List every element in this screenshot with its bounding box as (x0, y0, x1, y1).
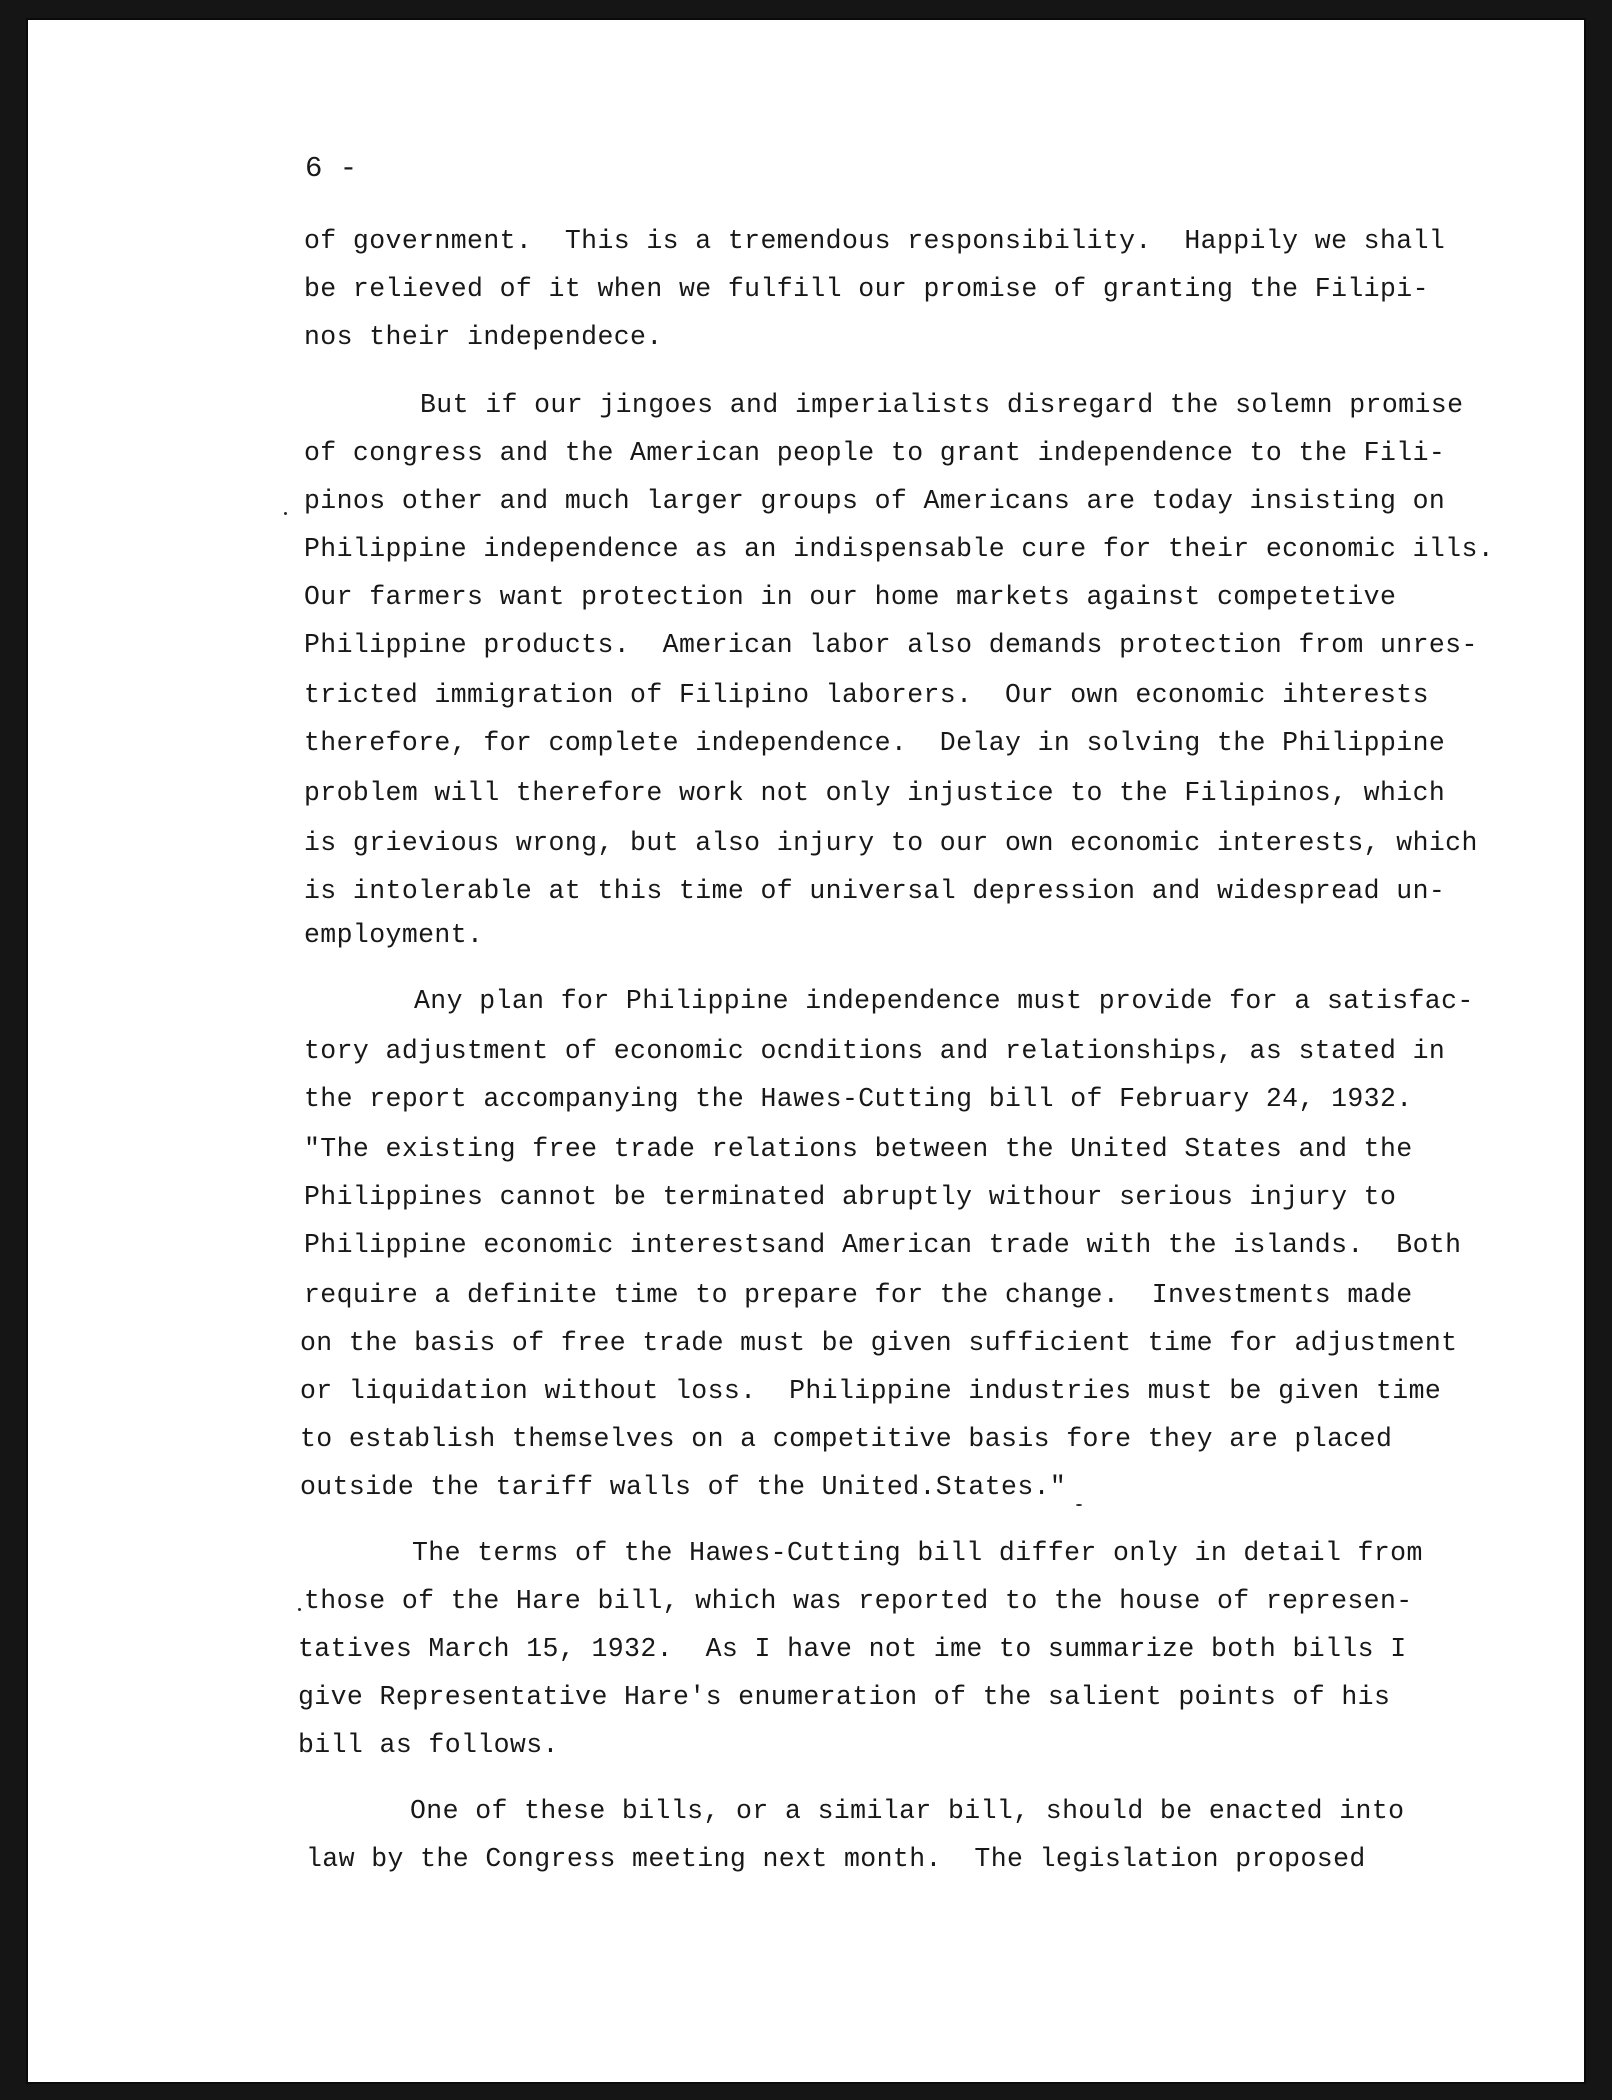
text-line: is grievious wrong, but also injury to our own economic interests, which (304, 828, 1478, 858)
text-line: to establish themselves on a competitive basis fore they are placed (300, 1424, 1393, 1454)
text-line: the report accompanying the Hawes-Cutting bill of February 24, 1932. (304, 1084, 1413, 1114)
text-line: is intolerable at this time of universal depression and widespread un- (304, 876, 1446, 906)
text-line: require a definite time to prepare for the change. Investments made (304, 1280, 1413, 1310)
text-line: give Representative Hare's enumeration of the salient points of his (298, 1682, 1391, 1712)
text-line: of congress and the American people to grant independence to the Fili- (304, 438, 1446, 468)
text-line: Any plan for Philippine independence must provide for a satisfac- (414, 986, 1474, 1016)
text-line: law by the Congress meeting next month. The legislation proposed (306, 1844, 1366, 1874)
text-line: on the basis of free trade must be given sufficient time for adjustment (300, 1328, 1458, 1358)
text-line: bill as follows. (298, 1730, 559, 1760)
text-line: tricted immigration of Filipino laborers. Our own economic ihterests (304, 680, 1429, 710)
text-line: employment. (304, 920, 484, 950)
text-line: Our farmers want protection in our home markets against competetive (304, 582, 1397, 612)
text-line: Philippine independence as an indispensable cure for their economic ills. (304, 534, 1495, 564)
text-line: tory adjustment of economic ocnditions and relationships, as stated in (304, 1036, 1446, 1066)
text-line: One of these bills, or a similar bill, should be enacted into (410, 1796, 1405, 1826)
text-line: of government. This is a tremendous responsibility. Happily we shall (304, 226, 1446, 256)
text-line: or liquidation without loss. Philippine industries must be given time (300, 1376, 1442, 1406)
text-line: The terms of the Hawes-Cutting bill differ only in detail from (412, 1538, 1423, 1568)
text-line: therefore, for complete independence. Delay in solving the Philippine (304, 728, 1446, 758)
stray-mark (284, 512, 287, 515)
text-line: those of the Hare bill, which was reported to the house of represen- (304, 1586, 1413, 1616)
text-line: Philippine economic interestsand American trade with the islands. Both (304, 1230, 1462, 1260)
stray-mark (298, 1608, 301, 1611)
text-line: "The existing free trade relations between the United States and the (304, 1134, 1413, 1164)
page-number: 6 - (305, 152, 358, 185)
text-line: But if our jingoes and imperialists disregard the solemn promise (420, 390, 1464, 420)
text-line: pinos other and much larger groups of Americans are today insisting on (304, 486, 1446, 516)
text-line: Philippine products. American labor also demands protection from unres- (304, 630, 1478, 660)
text-line: outside the tariff walls of the United.States." (300, 1472, 1067, 1502)
stray-mark (1076, 1504, 1082, 1506)
text-line: nos their independece. (304, 322, 663, 352)
text-line: be relieved of it when we fulfill our promise of granting the Filipi- (304, 274, 1429, 304)
text-line: problem will therefore work not only injustice to the Filipinos, which (304, 778, 1446, 808)
text-line: tatives March 15, 1932. As I have not ime to summarize both bills I (298, 1634, 1407, 1664)
text-line: Philippines cannot be terminated abruptly withour serious injury to (304, 1182, 1397, 1212)
